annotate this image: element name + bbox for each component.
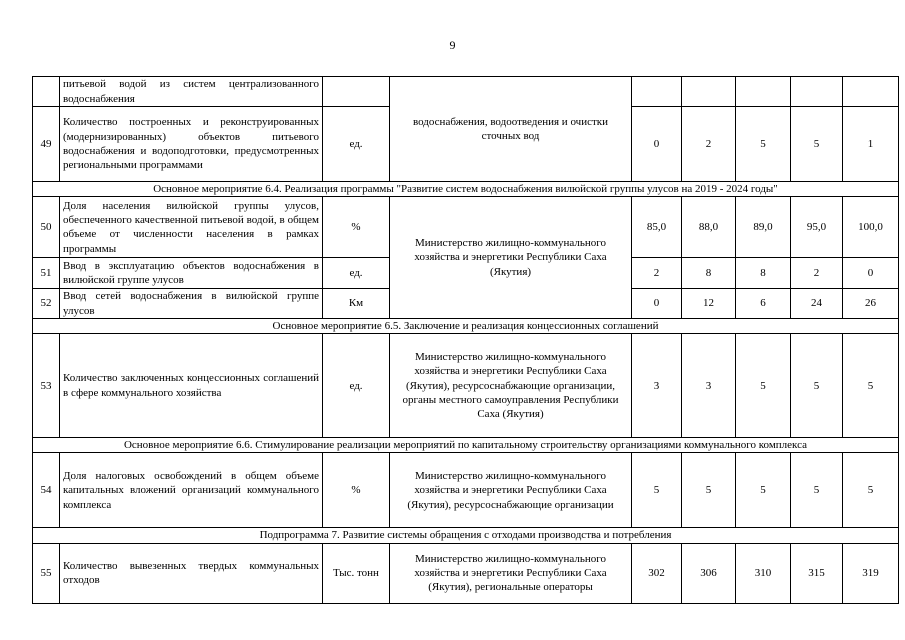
section-row xyxy=(33,528,899,543)
value-cell: 8 xyxy=(736,258,791,289)
value-cell: 3 xyxy=(682,334,736,438)
indicator-name-cell: Количество построенных и реконструированных (модернизированных) объектов питьевого водоснабжения и водоподготовки, предусмотренных региональными программами xyxy=(60,107,323,182)
value-cell: 6 xyxy=(736,289,791,319)
value-cell: 3 xyxy=(632,334,682,438)
indicator-name-cell: питьевой водой из систем централизованного водоснабжения xyxy=(60,77,323,107)
unit-cell: ед. xyxy=(323,258,390,289)
value-cell: 0 xyxy=(632,107,682,182)
unit-cell: % xyxy=(323,197,390,258)
value-cell: 2 xyxy=(632,258,682,289)
value-cell: 302 xyxy=(632,543,682,603)
value-cell: 8 xyxy=(682,258,736,289)
value-cell xyxy=(843,77,899,107)
unit-cell: ед. xyxy=(323,107,390,182)
unit-cell: Км xyxy=(323,289,390,319)
section-heading: Основное мероприятие 6.6. Стимулирование реализации мероприятий по капитальному строительству организациями коммунального комплекса xyxy=(33,438,899,453)
row-number-cell: 49 xyxy=(33,107,60,182)
indicator-name-cell: Доля налоговых освобождений в общем объеме капитальных вложений организаций коммунального комплекса xyxy=(60,453,323,528)
value-cell: 1 xyxy=(843,107,899,182)
value-cell: 306 xyxy=(682,543,736,603)
value-cell: 0 xyxy=(843,258,899,289)
page-number: 9 xyxy=(449,38,456,52)
value-cell: 315 xyxy=(791,543,843,603)
row-number-cell: 51 xyxy=(33,258,60,289)
section-heading: Основное мероприятие 6.5. Заключение и реализация концессионных соглашений xyxy=(33,318,899,333)
value-cell: 88,0 xyxy=(682,197,736,258)
value-cell: 5 xyxy=(791,107,843,182)
executor-cell: Министерство жилищно-коммунального хозяйства и энергетики Республики Саха (Якутия), ресурсоснабжающие организации, органы местного самоуправления Республики Саха (Якутия) xyxy=(390,334,632,438)
value-cell: 5 xyxy=(736,107,791,182)
value-cell: 85,0 xyxy=(632,197,682,258)
value-cell: 5 xyxy=(632,453,682,528)
unit-cell: Тыс. тонн xyxy=(323,543,390,603)
value-cell: 5 xyxy=(843,334,899,438)
value-cell: 2 xyxy=(682,107,736,182)
unit-cell: ед. xyxy=(323,334,390,438)
executor-cell: Министерство жилищно-коммунального хозяйства и энергетики Республики Саха (Якутия), ресурсоснабжающие организации xyxy=(390,453,632,528)
value-cell: 5 xyxy=(736,334,791,438)
value-cell: 5 xyxy=(791,334,843,438)
value-cell: 89,0 xyxy=(736,197,791,258)
row-number-cell: 52 xyxy=(33,289,60,319)
executor-cell: Министерство жилищно-коммунального хозяйства и энергетики Республики Саха (Якутия), региональные операторы xyxy=(390,543,632,603)
indicator-name-cell: Количество заключенных концессионных соглашений в сфере коммунального хозяйства xyxy=(60,334,323,438)
value-cell: 24 xyxy=(791,289,843,319)
table-row xyxy=(33,197,899,258)
indicator-name-cell: Количество вывезенных твердых коммунальных отходов xyxy=(60,543,323,603)
unit-cell: % xyxy=(323,453,390,528)
section-row xyxy=(33,438,899,453)
value-cell: 0 xyxy=(632,289,682,319)
value-cell xyxy=(736,77,791,107)
indicator-name-cell: Ввод сетей водоснабжения в вилюйской группе улусов xyxy=(60,289,323,319)
value-cell xyxy=(682,77,736,107)
section-row xyxy=(33,182,899,197)
row-number-cell: 54 xyxy=(33,453,60,528)
indicator-name-cell: Ввод в эксплуатацию объектов водоснабжения в вилюйской группе улусов xyxy=(60,258,323,289)
value-cell xyxy=(791,77,843,107)
value-cell xyxy=(632,77,682,107)
row-number-cell: 55 xyxy=(33,543,60,603)
section-heading: Подпрограмма 7. Развитие системы обращения с отходами производства и потребления xyxy=(33,528,899,543)
table-row xyxy=(33,543,899,603)
row-number-cell: 50 xyxy=(33,197,60,258)
row-number-cell xyxy=(33,77,60,107)
value-cell: 5 xyxy=(791,453,843,528)
table-row xyxy=(33,453,899,528)
value-cell: 5 xyxy=(736,453,791,528)
indicator-name-cell: Доля населения вилюйской группы улусов, обеспеченного качественной питьевой водой, в общем объеме от численности населения в рамках программы xyxy=(60,197,323,258)
value-cell: 12 xyxy=(682,289,736,319)
value-cell: 26 xyxy=(843,289,899,319)
executor-cell: Министерство жилищно-коммунального хозяйства и энергетики Республики Саха (Якутия) xyxy=(390,197,632,319)
unit-cell xyxy=(323,77,390,107)
row-number-cell: 53 xyxy=(33,334,60,438)
value-cell: 310 xyxy=(736,543,791,603)
value-cell: 5 xyxy=(843,453,899,528)
table-row xyxy=(33,334,899,438)
table-row xyxy=(33,77,899,107)
executor-cell: водоснабжения, водоотведения и очистки сточных вод xyxy=(390,77,632,182)
section-heading: Основное мероприятие 6.4. Реализация программы "Развитие систем водоснабжения вилюйской группы улусов на 2019 - 2024 годы" xyxy=(33,182,899,197)
value-cell: 5 xyxy=(682,453,736,528)
indicators-table xyxy=(32,76,899,604)
value-cell: 100,0 xyxy=(843,197,899,258)
value-cell: 2 xyxy=(791,258,843,289)
section-row xyxy=(33,318,899,333)
value-cell: 95,0 xyxy=(791,197,843,258)
value-cell: 319 xyxy=(843,543,899,603)
